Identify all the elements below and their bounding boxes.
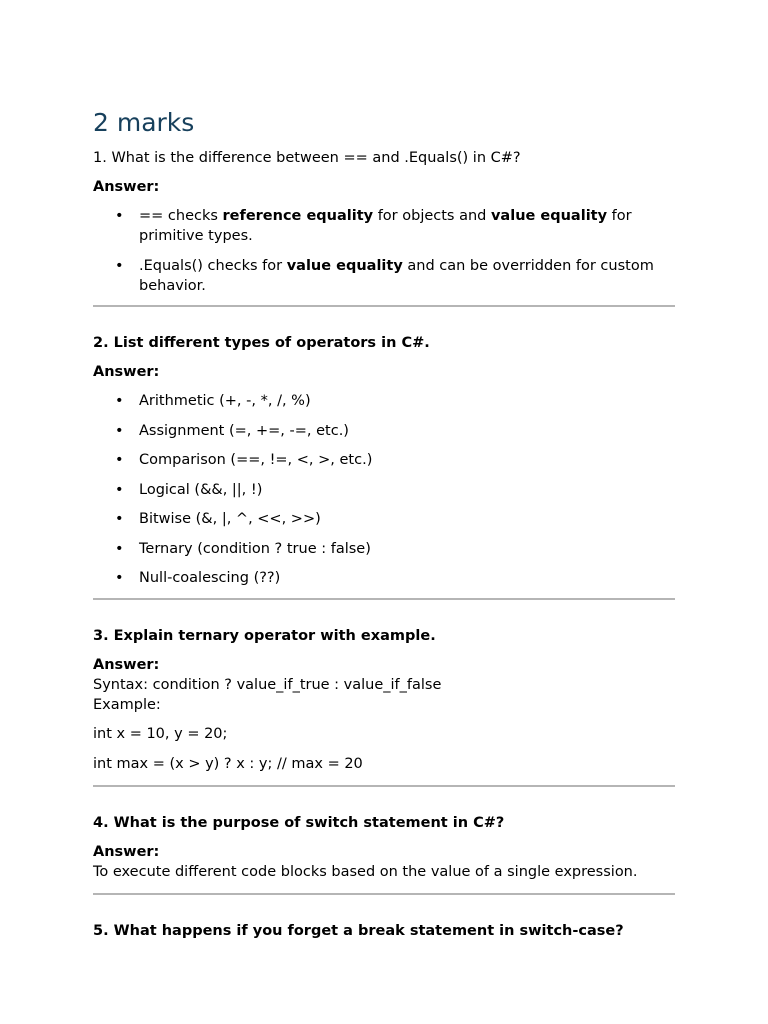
- divider: [93, 785, 675, 787]
- example-label: Example:: [93, 696, 161, 713]
- bullet-icon: •: [115, 511, 124, 527]
- list-item: • Null-coalescing (??): [115, 570, 281, 586]
- list-item: • Ternary (condition ? true : false): [115, 540, 371, 557]
- bullet-icon: •: [115, 570, 124, 586]
- list-item: • == checks reference equality for objects and value equality for primitive types.: [115, 208, 632, 244]
- divider: [93, 305, 675, 307]
- list-item: • Logical (&&, ||, !): [115, 481, 263, 498]
- bullet-icon: •: [115, 481, 124, 498]
- answer-label-4: Answer:: [93, 843, 160, 860]
- answer-label-3: Answer:: [93, 656, 160, 673]
- bullet-icon: •: [115, 422, 124, 439]
- answer-text-4: To execute different code blocks based on the value of a single expression.: [93, 863, 638, 880]
- bullet-icon: •: [115, 208, 124, 224]
- bullet-icon: •: [115, 257, 124, 274]
- divider: [93, 598, 675, 600]
- list-item: • .Equals() checks for value equality and can be overridden for custom behavior.: [115, 257, 654, 294]
- code-line-2: int max = (x > y) ? x : y; // max = 20: [93, 755, 363, 772]
- divider: [93, 893, 675, 895]
- question-4: 4. What is the purpose of switch statement in C#?: [93, 814, 505, 831]
- list-item: • Arithmetic (+, -, *, /, %): [115, 393, 311, 409]
- bullet-icon: •: [115, 393, 124, 409]
- question-1: 1. What is the difference between == and .Equals() in C#?: [93, 150, 521, 166]
- question-3: 3. Explain ternary operator with example.: [93, 627, 436, 644]
- answer-label-2: Answer:: [93, 364, 160, 380]
- document-page: [93, 108, 675, 950]
- bullet-icon: •: [115, 540, 124, 557]
- code-line-1: int x = 10, y = 20;: [93, 726, 228, 742]
- section-heading: 2 marks: [93, 108, 195, 137]
- answer-list-1: [93, 206, 675, 296]
- question-2: 2. List different types of operators in C#.: [93, 335, 430, 351]
- list-item: • Bitwise (&, |, ^, <<, >>): [115, 511, 321, 527]
- list-item: • Assignment (=, +=, -=, etc.): [115, 422, 349, 439]
- list-item: • Comparison (==, !=, <, >, etc.): [115, 452, 373, 468]
- answer-label-1: Answer:: [93, 179, 160, 195]
- syntax-text: Syntax: condition ? value_if_true : value_if_false: [93, 676, 442, 693]
- question-5: 5. What happens if you forget a break statement in switch-case?: [93, 922, 624, 939]
- bullet-icon: •: [115, 452, 124, 468]
- answer-list-2: [93, 391, 675, 588]
